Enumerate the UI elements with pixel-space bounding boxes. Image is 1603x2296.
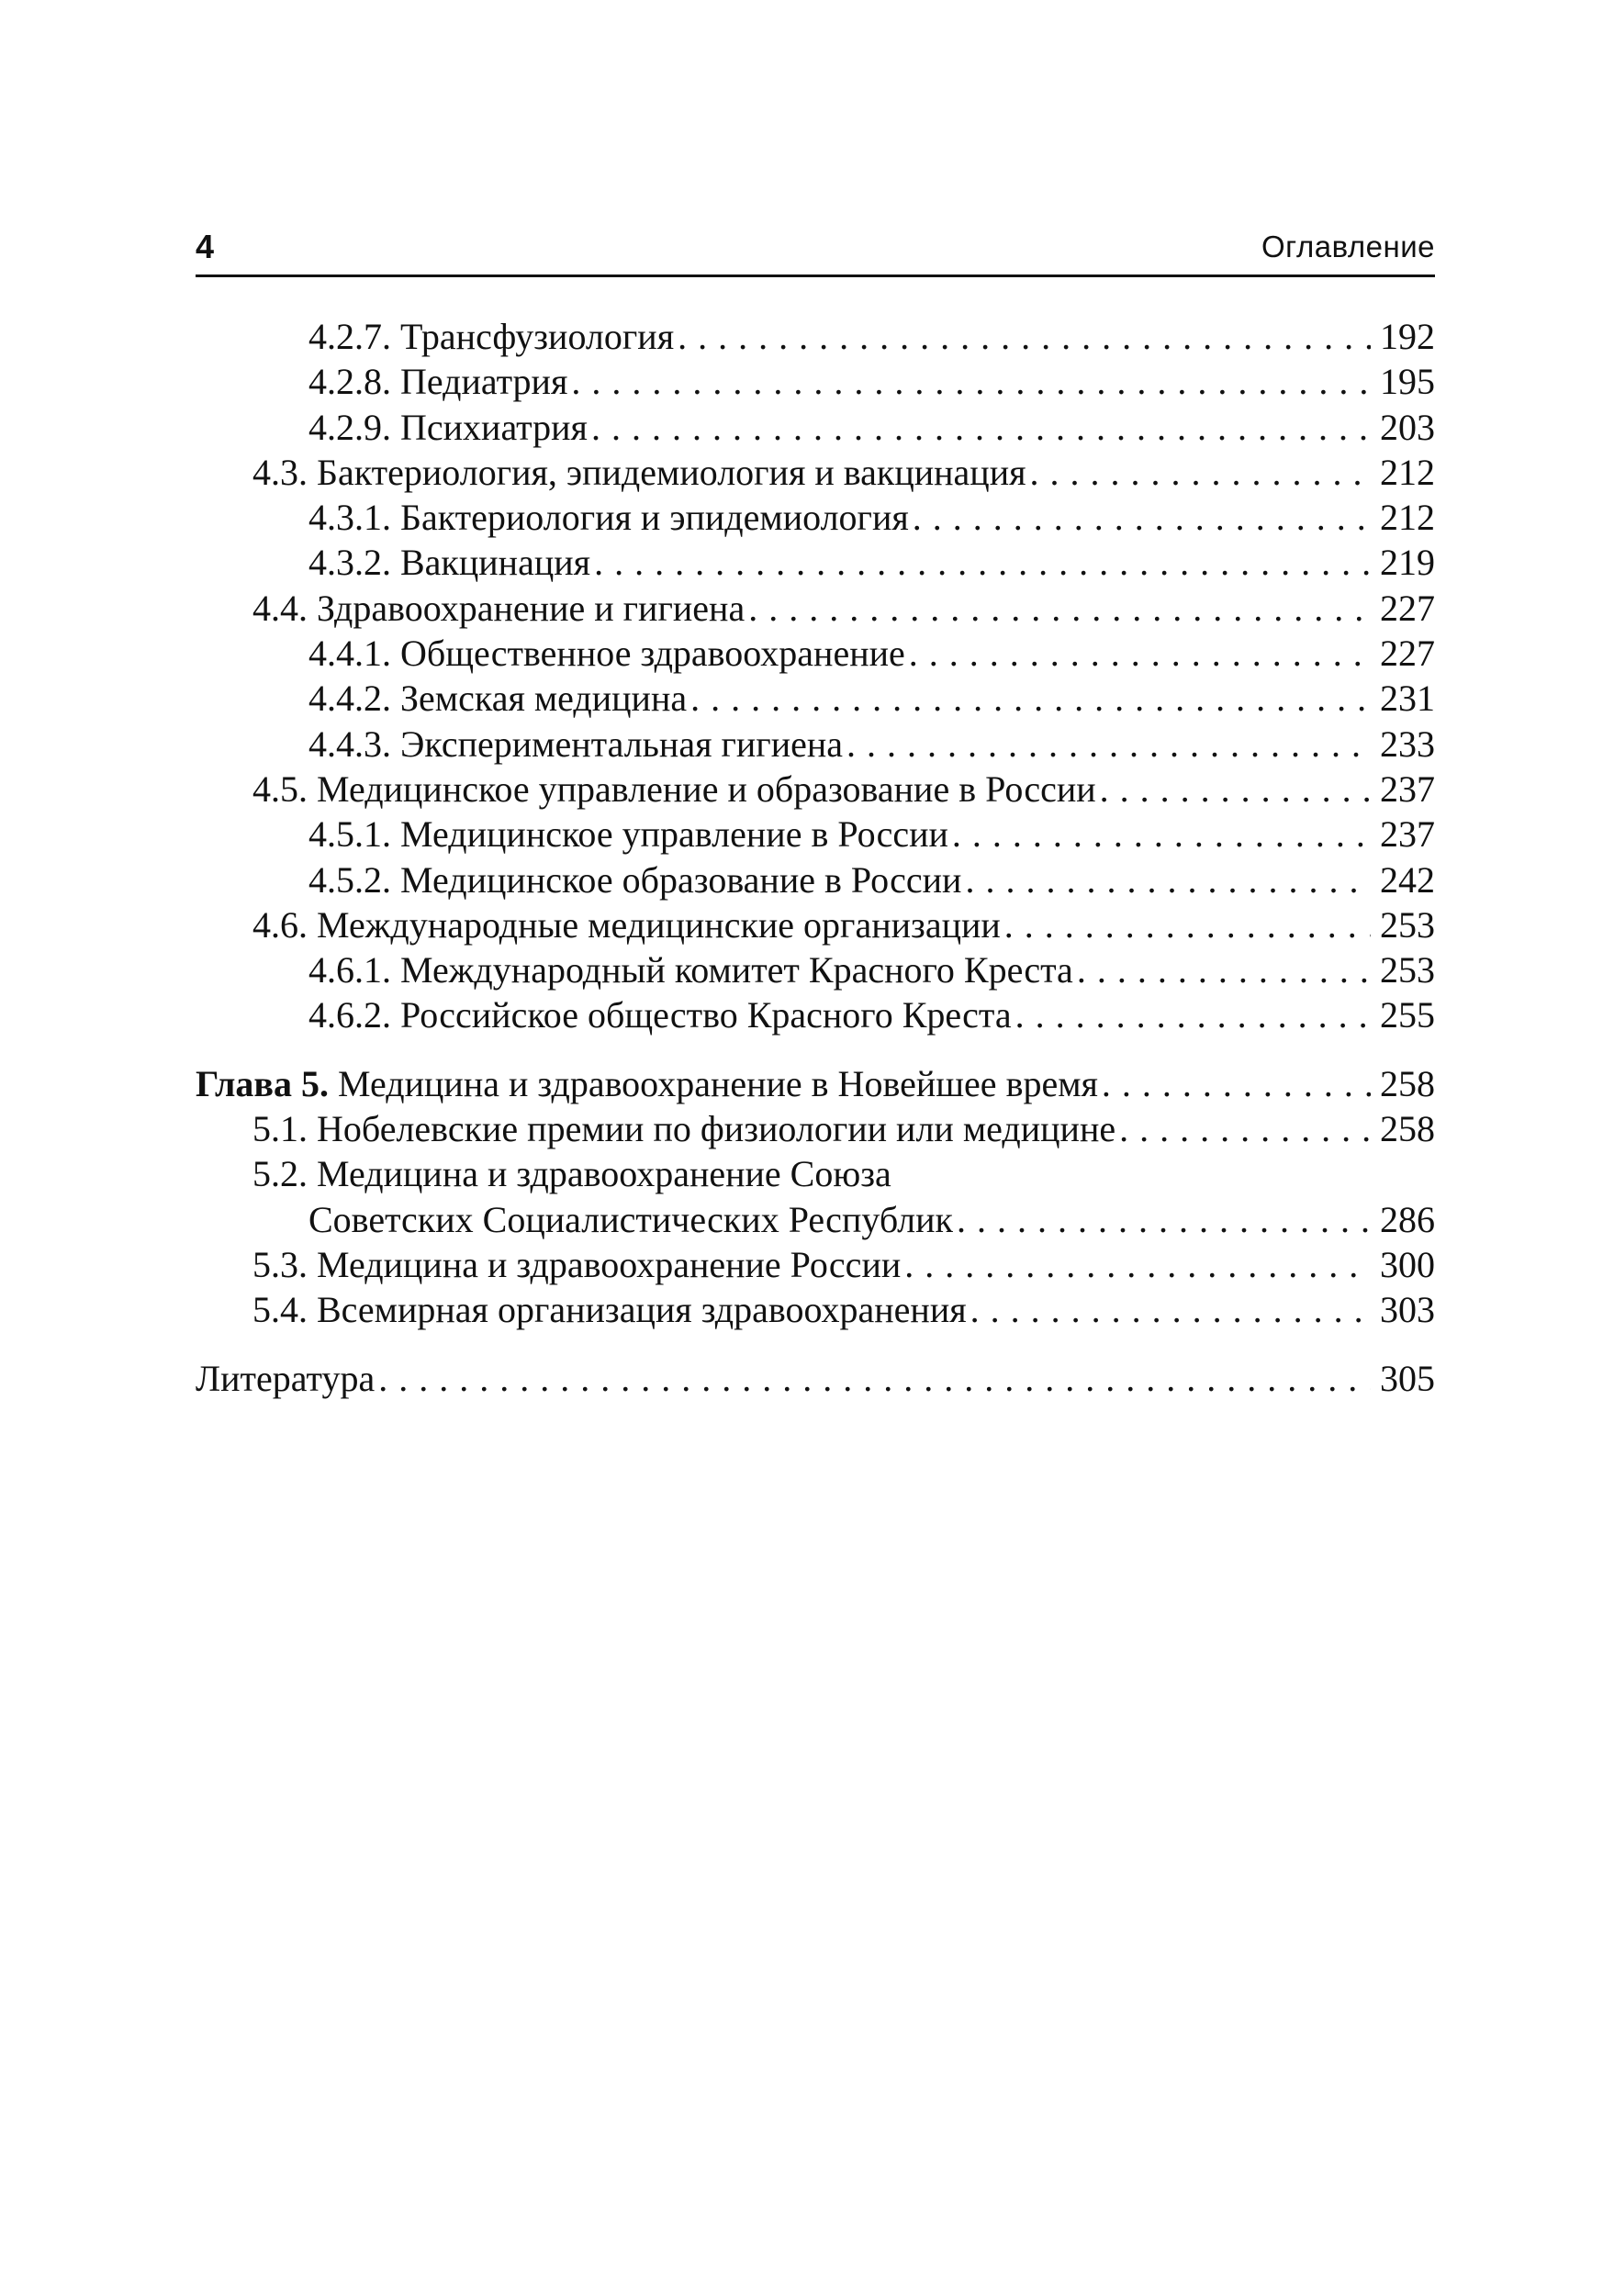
toc-entry[interactable]	[196, 495, 1435, 540]
dot-leader	[970, 1287, 1371, 1332]
dot-leader	[957, 1197, 1371, 1242]
toc-entry-page: 253	[1380, 949, 1435, 991]
toc-entry-page: 237	[1380, 813, 1435, 856]
toc-entry-title: 4.2.7. Трансфузиология	[308, 316, 675, 357]
dot-leader	[1119, 1106, 1371, 1151]
toc-entry[interactable]	[196, 540, 1435, 585]
toc-entry-title: 4.2.8. Педиатрия	[308, 361, 568, 403]
toc-entry[interactable]	[196, 902, 1435, 947]
dot-leader	[904, 1242, 1371, 1287]
toc-entry-page: 305	[1380, 1357, 1435, 1399]
dot-leader	[1102, 1061, 1371, 1106]
toc-entry-title: 5.3. Медицина и здравоохранение России	[252, 1243, 902, 1285]
toc-entry-literature[interactable]	[196, 1356, 1435, 1401]
toc-entry-title: 4.6.2. Российское общество Красного Креста	[308, 994, 1012, 1036]
dot-leader	[678, 314, 1371, 359]
table-of-contents	[196, 314, 1435, 1401]
section-gap	[196, 1038, 1435, 1061]
toc-entry-page: 242	[1380, 858, 1435, 901]
toc-entry-page: 231	[1380, 678, 1435, 720]
toc-entry[interactable]	[196, 722, 1435, 767]
dot-leader	[1004, 902, 1371, 947]
toc-entry-page: 195	[1380, 361, 1435, 403]
toc-entry[interactable]	[196, 1287, 1435, 1332]
toc-entry-title: 4.4.2. Земская медицина	[308, 678, 688, 720]
toc-entry[interactable]	[196, 1106, 1435, 1151]
chapter-label: Глава 5.	[196, 1062, 329, 1104]
toc-entry[interactable]	[196, 947, 1435, 992]
dot-leader	[1030, 450, 1372, 495]
toc-entry[interactable]	[196, 405, 1435, 450]
toc-entry-title: 5.4. Всемирная организация здравоохранения	[252, 1289, 967, 1331]
toc-chapter-entry[interactable]	[196, 1061, 1435, 1106]
toc-entry[interactable]	[196, 767, 1435, 812]
toc-entry-page: 286	[1380, 1198, 1435, 1240]
toc-entry-page: 237	[1380, 767, 1435, 810]
toc-entry-page: 212	[1380, 497, 1435, 539]
toc-entry[interactable]	[196, 812, 1435, 857]
toc-entry-title: 4.6. Международные медицинские организации	[252, 903, 1001, 946]
dot-leader	[909, 631, 1371, 676]
dot-leader	[571, 359, 1371, 404]
dot-leader	[1100, 767, 1371, 812]
toc-entry[interactable]	[196, 450, 1435, 495]
dot-leader	[913, 495, 1371, 540]
chapter-title: Медицина и здравоохранение в Новейшее время	[337, 1062, 1098, 1104]
toc-entry-page: 219	[1380, 542, 1435, 584]
page-number: 4	[196, 228, 215, 265]
toc-entry-page: 192	[1380, 316, 1435, 357]
toc-entry[interactable]	[196, 314, 1435, 359]
dot-leader	[690, 676, 1371, 721]
toc-entry[interactable]	[196, 857, 1435, 902]
toc-entry-title: 4.6.1. Международный комитет Красного Креста	[308, 949, 1073, 991]
toc-entry-title: 5.1. Нобелевские премии по физиологии или медицине	[252, 1108, 1116, 1150]
dot-leader	[846, 722, 1371, 767]
toc-entry[interactable]	[196, 676, 1435, 721]
running-title: Оглавление	[1261, 230, 1435, 263]
dot-leader	[952, 812, 1371, 857]
toc-entry-title: 4.3.1. Бактериология и эпидемиология	[308, 497, 909, 539]
toc-entry-title: 4.5.2. Медицинское образование в России	[308, 858, 962, 901]
toc-entry-title: 4.3. Бактериология, эпидемиология и вакцинация	[252, 451, 1026, 493]
toc-entry-line2[interactable]	[196, 1197, 1435, 1242]
toc-entry-title: 4.5. Медицинское управление и образование в России	[252, 767, 1096, 810]
header-rule	[196, 274, 1435, 277]
toc-entry[interactable]	[196, 1242, 1435, 1287]
toc-entry-title: Литература	[196, 1357, 376, 1399]
toc-entry-title: 4.4.3. Экспериментальная гигиена	[308, 722, 844, 765]
toc-entry-page: 255	[1380, 994, 1435, 1036]
dot-leader	[1077, 947, 1371, 992]
toc-entry-page: 203	[1380, 406, 1435, 448]
toc-entry-page: 258	[1380, 1062, 1435, 1104]
toc-entry[interactable]	[196, 586, 1435, 631]
toc-entry-page: 233	[1380, 722, 1435, 765]
toc-entry-page: 227	[1380, 633, 1435, 675]
dot-leader	[748, 586, 1371, 631]
toc-entry-page: 253	[1380, 903, 1435, 946]
dot-leader	[378, 1356, 1371, 1401]
toc-entry-title: 4.3.2. Вакцинация	[308, 542, 591, 584]
toc-entry-line1[interactable]	[196, 1151, 1435, 1196]
toc-entry-page: 300	[1380, 1243, 1435, 1285]
toc-entry-title: 4.5.1. Медицинское управление в России	[308, 813, 948, 856]
toc-entry-title: 4.2.9. Психиатрия	[308, 406, 588, 448]
section-gap	[196, 1333, 1435, 1356]
toc-entry[interactable]	[196, 359, 1435, 404]
toc-entry-title: 4.4.1. Общественное здравоохранение	[308, 633, 905, 675]
toc-entry-title	[196, 1061, 1098, 1106]
toc-entry-page: 227	[1380, 587, 1435, 629]
toc-entry[interactable]	[196, 992, 1435, 1037]
dot-leader	[1015, 992, 1371, 1037]
toc-entry-title-continued: Советских Социалистических Республик	[308, 1198, 953, 1240]
dot-leader	[594, 540, 1371, 585]
toc-entry-title: 5.2. Медицина и здравоохранение Союза	[252, 1153, 891, 1195]
dot-leader	[965, 857, 1371, 902]
toc-entry-page: 258	[1380, 1108, 1435, 1150]
toc-entry-page: 212	[1380, 451, 1435, 493]
toc-entry[interactable]	[196, 631, 1435, 676]
toc-entry-title: 4.4. Здравоохранение и гигиена	[252, 587, 745, 629]
toc-entry-page: 303	[1380, 1289, 1435, 1331]
page-header	[196, 228, 1435, 272]
dot-leader	[591, 405, 1371, 450]
